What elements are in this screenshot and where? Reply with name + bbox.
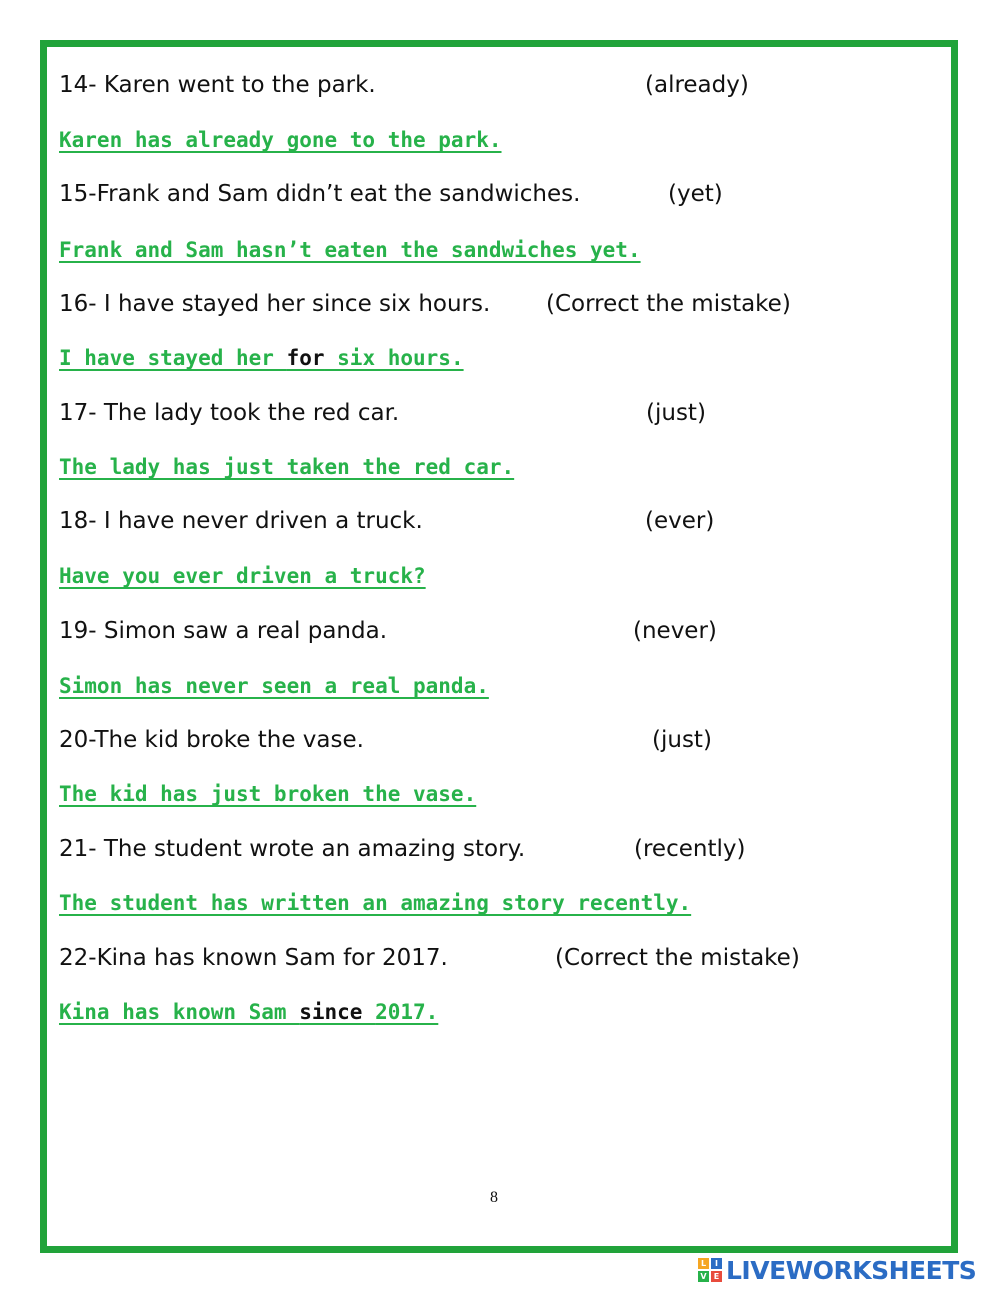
answer-20[interactable] <box>59 780 476 808</box>
answer-16-text: I have stayed her <box>59 346 287 370</box>
hint-17: (just) <box>646 400 706 426</box>
answer-14-text: Karen has already gone to the park. <box>59 128 502 152</box>
logo-grid-icon <box>698 1258 722 1282</box>
answer-18[interactable] <box>59 562 426 590</box>
answer-17[interactable] <box>59 453 514 481</box>
liveworksheets-logo[interactable] <box>698 1254 976 1286</box>
question-22: 22-Kina has known Sam for 2017. <box>59 945 448 971</box>
answer-19[interactable] <box>59 672 489 700</box>
answer-22-tail: 2017. <box>375 1000 439 1024</box>
hint-20: (just) <box>652 727 712 753</box>
answer-22-text: Kina has known Sam <box>59 1000 300 1024</box>
worksheet-border <box>40 40 958 1253</box>
answer-22-fix: since <box>299 1000 376 1024</box>
answer-14[interactable] <box>59 126 502 154</box>
hint-21: (recently) <box>634 836 746 862</box>
answer-16[interactable] <box>59 344 464 372</box>
answer-15[interactable] <box>59 236 641 264</box>
answer-17-text: The lady has just taken the red car. <box>59 455 515 479</box>
answer-16-tail: six hours. <box>324 346 464 370</box>
question-16: 16- I have stayed her since six hours. <box>59 291 491 317</box>
hint-16: (Correct the mistake) <box>546 291 791 317</box>
answer-20-text: The kid has just broken the vase. <box>59 782 477 806</box>
logo-letter-l: L <box>698 1258 709 1269</box>
hint-19: (never) <box>633 618 717 644</box>
answer-22[interactable] <box>59 998 438 1026</box>
logo-letter-e: E <box>711 1271 722 1282</box>
page-number: 8 <box>490 1189 498 1206</box>
hint-14: (already) <box>645 72 749 98</box>
answer-21-text: The student has written an amazing story recently. <box>59 891 692 915</box>
answer-16-fix: for <box>286 346 325 370</box>
question-14: 14- Karen went to the park. <box>59 72 376 98</box>
question-17: 17- The lady took the red car. <box>59 400 400 426</box>
question-18: 18- I have never driven a truck. <box>59 508 423 534</box>
question-21: 21- The student wrote an amazing story. <box>59 836 526 862</box>
hint-18: (ever) <box>645 508 715 534</box>
answer-19-text: Simon has never seen a real panda. <box>59 674 489 698</box>
logo-letter-i: I <box>711 1258 722 1269</box>
brand-name: LIVEWORKSHEETS <box>726 1255 977 1285</box>
question-20: 20-The kid broke the vase. <box>59 727 364 753</box>
logo-letter-v: V <box>698 1271 709 1282</box>
hint-15: (yet) <box>668 181 723 207</box>
answer-18-text: Have you ever driven a truck? <box>59 564 426 588</box>
question-15: 15-Frank and Sam didn’t eat the sandwiches. <box>59 181 581 207</box>
answer-21[interactable] <box>59 889 691 917</box>
question-19: 19- Simon saw a real panda. <box>59 618 388 644</box>
hint-22: (Correct the mistake) <box>555 945 800 971</box>
answer-15-text: Frank and Sam hasn’t eaten the sandwiches yet. <box>59 238 641 262</box>
